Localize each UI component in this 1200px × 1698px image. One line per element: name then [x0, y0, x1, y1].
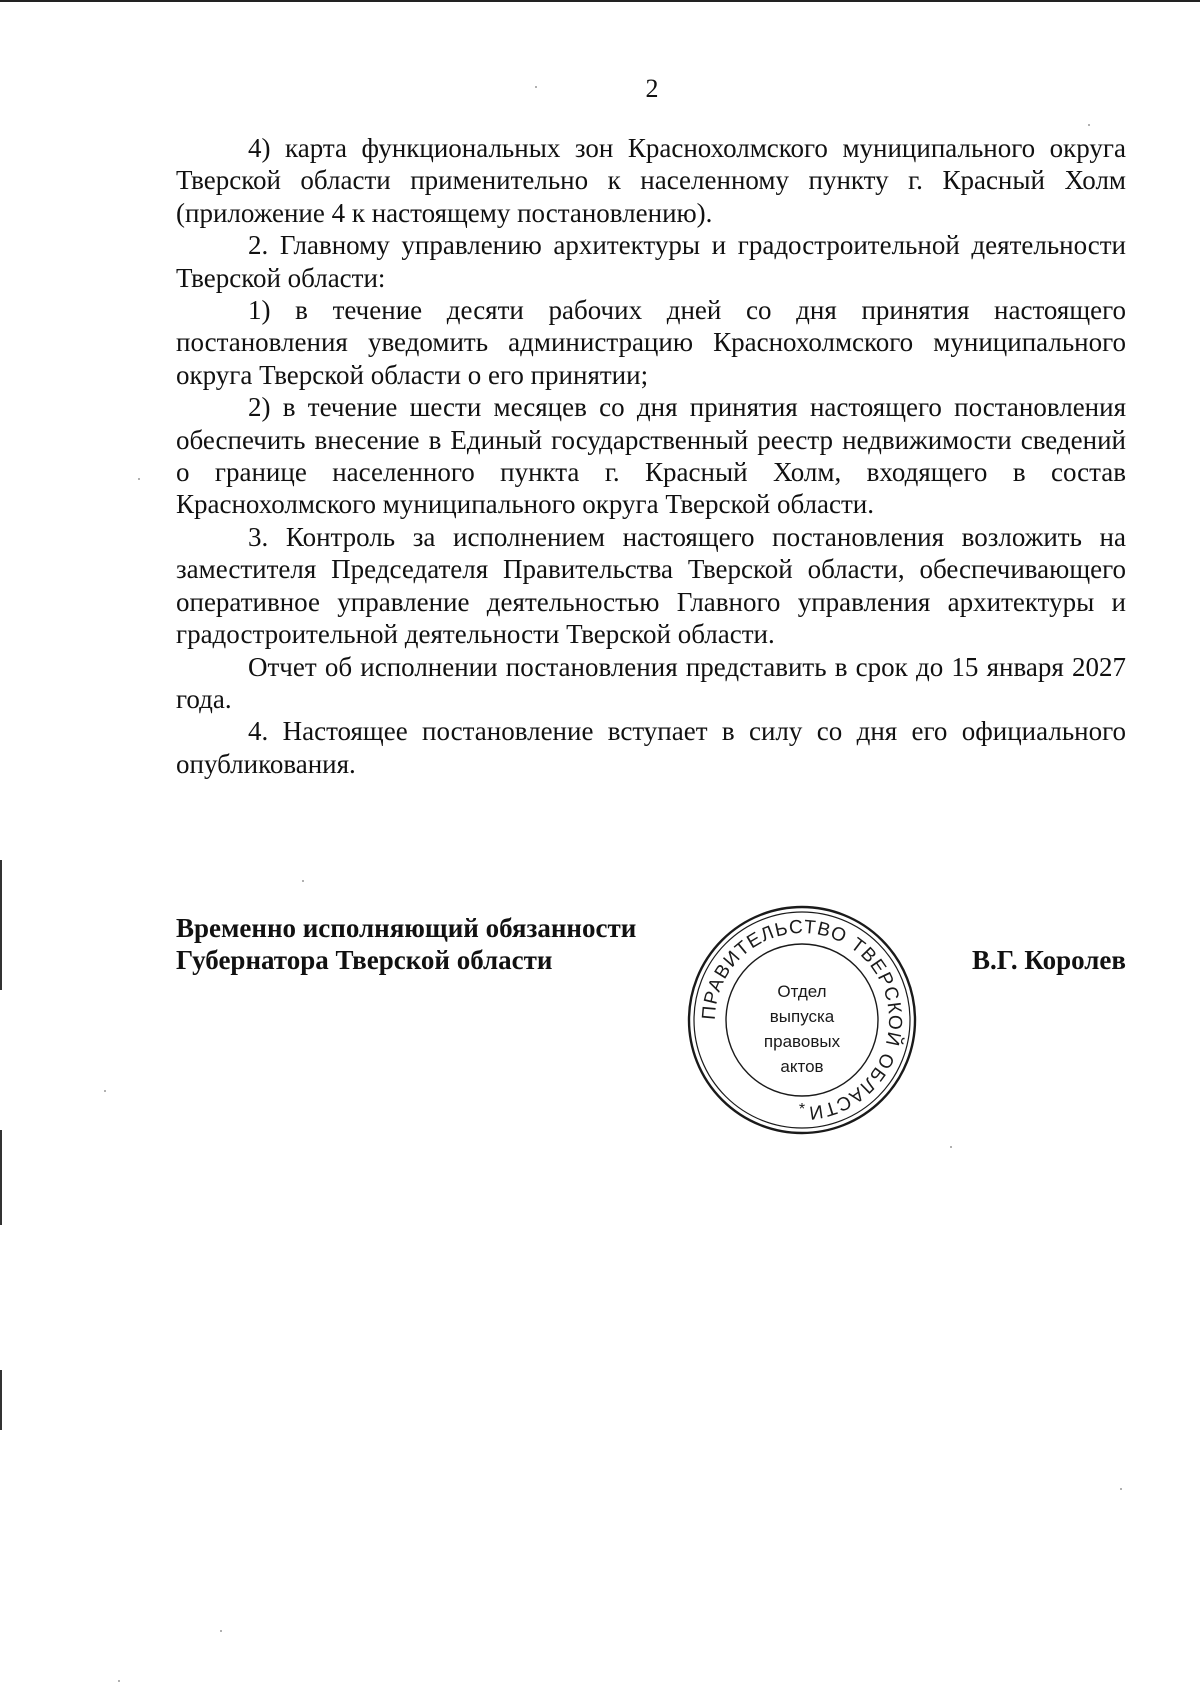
scan-speck: [302, 880, 304, 882]
paragraph: 2) в течение шести месяцев со дня принятия настоящего постановления обеспечить внесение в Единый государственный реестр недвижимости сведений о границе населенного пункта г. Красный Холм, входящего в состав Краснохолмского муниципального округа Тверской области.: [176, 392, 1126, 520]
official-stamp: [685, 903, 919, 1137]
page-number: 2: [645, 74, 659, 103]
scan-speck: [1120, 1488, 1122, 1490]
scan-speck: [535, 86, 537, 88]
stamp-center-text: [685, 979, 919, 1079]
scan-speck: [118, 1680, 120, 1682]
scan-speck: [1088, 124, 1090, 126]
stamp-center-line: правовых: [763, 1032, 841, 1051]
paragraph: Отчет об исполнении постановления представить в срок до 15 января 2027 года.: [176, 651, 1126, 714]
signature-position: [176, 912, 636, 976]
scan-top-edge: [0, 0, 1200, 2]
stamp-center-line: Отдел: [777, 982, 827, 1001]
paragraph: 1) в течение десяти рабочих дней со дня принятия настоящего постановления уведомить администрацию Краснохолмского муниципального округа Тверской области о его принятии;: [176, 295, 1126, 390]
body-text: [176, 132, 1126, 780]
paragraph: 3. Контроль за исполнением настоящего постановления возложить на заместителя Председателя Правительства Тверской области, обеспечивающего оперативное управление деятельностью Главного управления архитектуры и градостроительной деятельности Тверской области.: [176, 521, 1126, 650]
scan-left-edge: [0, 1370, 2, 1430]
paragraph: 4) карта функциональных зон Краснохолмского муниципального округа Тверской области применительно к населенному пункту г. Красный Холм (приложение 4 к настоящему постановлению).: [176, 133, 1126, 228]
signature-position-line: Губернатора Тверской области: [176, 945, 553, 975]
stamp-center-line: актов: [780, 1057, 824, 1076]
stamp-star: *: [798, 1101, 806, 1118]
signer-name: В.Г. Королев: [972, 945, 1126, 975]
scan-speck: [220, 1630, 222, 1632]
scan-left-edge: [0, 1130, 2, 1225]
scan-speck: [950, 1146, 952, 1148]
scan-left-edge: [0, 860, 2, 990]
stamp-center-line: выпуска: [769, 1007, 835, 1026]
signature-position-line: Временно исполняющий обязанности: [176, 913, 637, 943]
stamp-ring-text: ПРАВИТЕЛЬСТВО ТВЕРСКОЙ ОБЛАСТИ: [698, 916, 906, 1123]
scan-speck: [138, 478, 140, 480]
scan-speck: [104, 1090, 106, 1092]
paragraph: 2. Главному управлению архитектуры и градостроительной деятельности Тверской области:: [176, 230, 1126, 293]
paragraph: 4. Настоящее постановление вступает в силу со дня его официального опубликования.: [176, 716, 1126, 779]
